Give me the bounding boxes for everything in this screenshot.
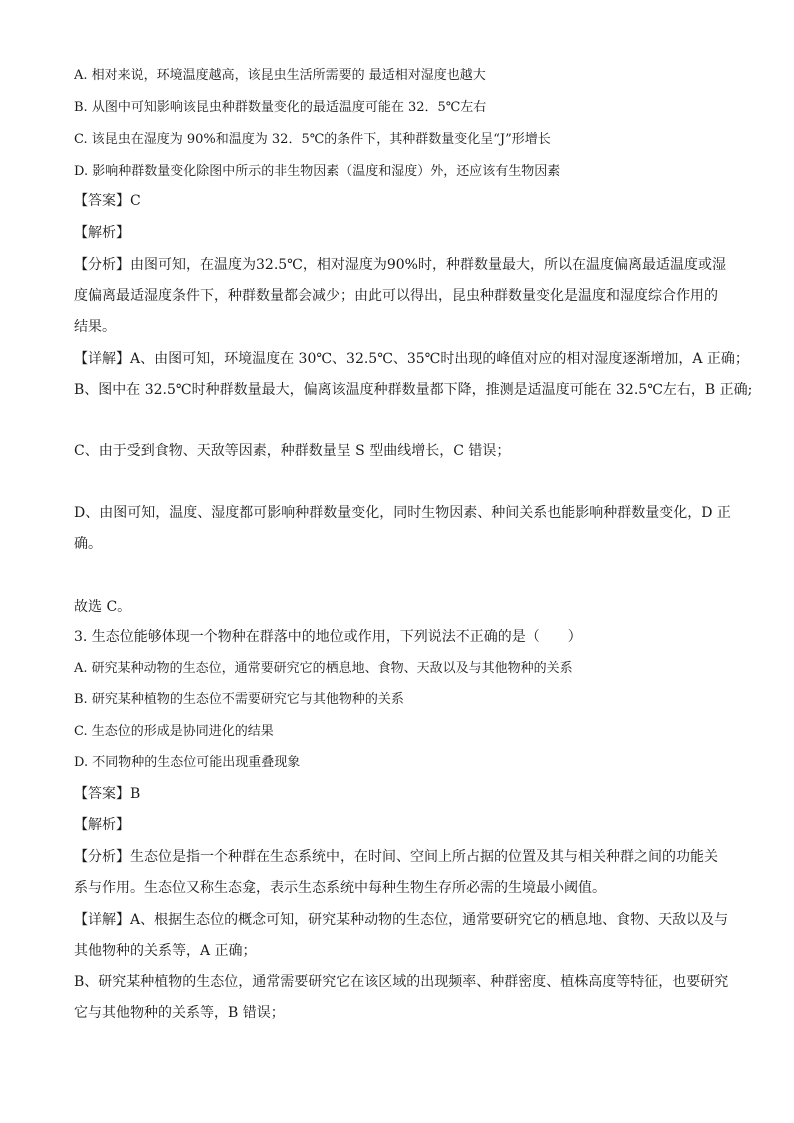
- q3-fenxi-tag: 【分析】: [74, 849, 130, 865]
- q2-answer-line: [74, 191, 141, 211]
- q2-xiangjie-tag: 【详解】: [74, 351, 130, 367]
- q2-fenxi-line-1: [74, 255, 726, 275]
- q3-option-b: B. 研究某种植物的生态位不需要研究它与其他物种的关系: [74, 692, 404, 707]
- q3-analysis-tag: 【解析】: [74, 817, 130, 833]
- q3-xiangjie-line-4: 它与其他物种的关系等，B 错误；: [74, 1005, 285, 1021]
- q2-xiangjie-c: C、由于受到食物、天敌等因素，种群数量呈 S 型曲线增长，C 错误；: [74, 443, 511, 459]
- q2-xiangjie-d-2: 确。: [74, 536, 102, 552]
- q2-option-d: D. 影响种群数量变化除图中所示的非生物因素（温度和湿度）外，还应该有生物因素: [74, 164, 561, 179]
- q2-fenxi-text-1: 由图可知，在温度为32.5℃，相对湿度为90%时，种群数量最大，所以在温度偏离最适温度或湿: [130, 257, 726, 273]
- q2-option-b: B. 从图中可知影响该昆虫种群数量变化的最适温度可能在 32．5℃左右: [74, 100, 487, 115]
- q2-answer-tag: 【答案】: [74, 193, 130, 209]
- q2-xiangjie-line-a: [74, 349, 749, 369]
- q3-fenxi-line-1: [74, 847, 718, 867]
- q2-fenxi-line-3: 结果。: [74, 319, 116, 335]
- q3-answer-value: B: [130, 786, 141, 802]
- q2-fenxi-line-2: 度偏离最适湿度条件下，种群数量都会减少；由此可以得出，昆虫种群数量变化是温度和湿度综合作用的: [74, 288, 718, 304]
- q3-option-a: A. 研究某种动物的生态位，通常要研究它的栖息地、食物、天敌以及与其他物种的关系: [74, 661, 573, 676]
- q3-stem: 3. 生态位能够体现一个物种在群落中的地位或作用，下列说法不正确的是（ ）: [74, 629, 582, 645]
- q2-conclusion: 故选 C。: [74, 599, 132, 615]
- q3-fenxi-line-2: 系与作用。生态位又称生态龛，表示生态系统中每种生物生存所必需的生境最小阈值。: [74, 880, 606, 896]
- q3-xiangjie-line-1: [74, 910, 728, 930]
- q2-xiangjie-a: A、由图可知，环境温度在 30℃、32.5℃、35℃时出现的峰值对应的相对湿度逐渐增加，A 正确；: [130, 351, 749, 367]
- q3-xiangjie-line-3: B、研究某种植物的生态位，通常需要研究它在该区域的出现频率、种群密度、植株高度等特征，也要研究: [74, 974, 729, 990]
- q3-xiangjie-tag: 【详解】: [74, 912, 130, 928]
- q2-xiangjie-d-1: D、由图可知，温度、湿度都可影响种群数量变化，同时生物因素、种间关系也能影响种群数量变化，D 正: [74, 505, 731, 521]
- q3-option-c: C. 生态位的形成是协同进化的结果: [74, 724, 274, 739]
- q3-answer-line: [74, 784, 140, 804]
- q2-option-c: C. 该昆虫在湿度为 90%和温度为 32．5℃的条件下，其种群数量变化呈“J”形增长: [74, 132, 551, 147]
- q2-xiangjie-b: B、图中在 32.5℃时种群数量最大，偏离该温度种群数量都下降，推测是适温度可能在 32.5℃左右，B 正确;: [74, 382, 753, 398]
- q3-option-d: D. 不同物种的生态位可能出现重叠现象: [74, 755, 301, 770]
- q3-xiangjie-text-1: A、根据生态位的概念可知，研究某种动物的生态位，通常要研究它的栖息地、食物、天敌以及与: [130, 912, 729, 928]
- q3-xiangjie-line-2: 其他物种的关系等，A 正确；: [74, 943, 257, 959]
- q2-answer-value: C: [130, 193, 141, 209]
- q3-answer-tag: 【答案】: [74, 786, 130, 802]
- q3-fenxi-text-1: 生态位是指一个种群在生态系统中，在时间、空间上所占据的位置及其与相关种群之间的功能关: [130, 849, 718, 865]
- q2-option-a: A. 相对来说，环境温度越高，该昆虫生活所需要的 最适相对湿度也越大: [74, 68, 486, 83]
- q2-analysis-tag: 【解析】: [74, 225, 130, 241]
- q2-fenxi-tag: 【分析】: [74, 257, 130, 273]
